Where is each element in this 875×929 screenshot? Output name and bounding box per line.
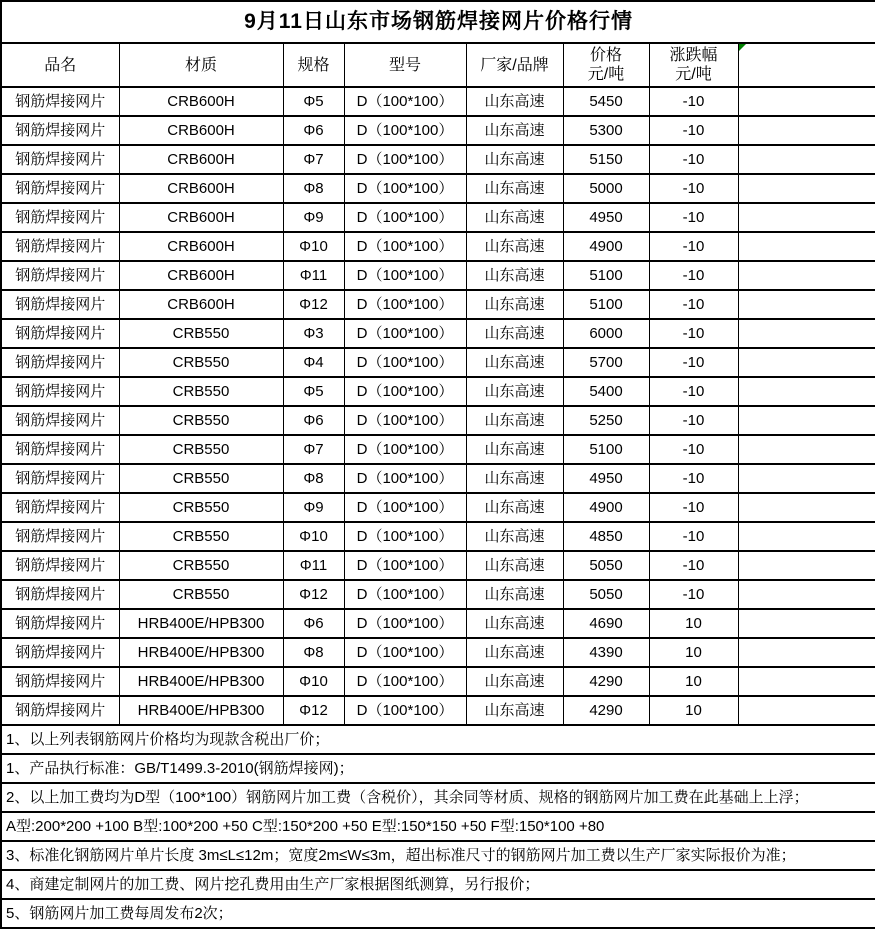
cell-price: 5100 bbox=[563, 261, 649, 290]
cell-change: -10 bbox=[649, 87, 738, 116]
table-row bbox=[1, 174, 875, 203]
cell-model: D（100*100） bbox=[344, 348, 466, 377]
cell-change: -10 bbox=[649, 580, 738, 609]
cell-model: D（100*100） bbox=[344, 522, 466, 551]
cell-price: 5000 bbox=[563, 174, 649, 203]
cell-model: D（100*100） bbox=[344, 406, 466, 435]
cell-material: CRB550 bbox=[119, 464, 283, 493]
cell-brand: 山东高速 bbox=[466, 493, 563, 522]
cell-price: 5100 bbox=[563, 435, 649, 464]
cell-product: 钢筋焊接网片 bbox=[1, 435, 119, 464]
cell-model: D（100*100） bbox=[344, 667, 466, 696]
cell-spec: Φ9 bbox=[283, 493, 344, 522]
cell-product: 钢筋焊接网片 bbox=[1, 638, 119, 667]
cell-product: 钢筋焊接网片 bbox=[1, 609, 119, 638]
cell-product: 钢筋焊接网片 bbox=[1, 377, 119, 406]
cell-model: D（100*100） bbox=[344, 145, 466, 174]
cell-change: -10 bbox=[649, 348, 738, 377]
cell-change: -10 bbox=[649, 551, 738, 580]
cell-blank bbox=[738, 377, 875, 406]
table-row bbox=[1, 203, 875, 232]
cell-model: D（100*100） bbox=[344, 377, 466, 406]
cell-material: CRB550 bbox=[119, 377, 283, 406]
cell-brand: 山东高速 bbox=[466, 638, 563, 667]
table-row bbox=[1, 348, 875, 377]
cell-material: CRB550 bbox=[119, 551, 283, 580]
table-row bbox=[1, 406, 875, 435]
table-row bbox=[1, 638, 875, 667]
cell-spec: Φ10 bbox=[283, 522, 344, 551]
cell-change: -10 bbox=[649, 406, 738, 435]
cell-price: 5400 bbox=[563, 377, 649, 406]
cell-blank bbox=[738, 87, 875, 116]
cell-change: -10 bbox=[649, 145, 738, 174]
cell-blank bbox=[738, 435, 875, 464]
cell-product: 钢筋焊接网片 bbox=[1, 145, 119, 174]
cell-material: CRB550 bbox=[119, 319, 283, 348]
cell-brand: 山东高速 bbox=[466, 435, 563, 464]
cell-price: 4690 bbox=[563, 609, 649, 638]
cell-price: 5700 bbox=[563, 348, 649, 377]
cell-spec: Φ5 bbox=[283, 377, 344, 406]
cell-material: CRB600H bbox=[119, 174, 283, 203]
note-text: 3、标准化钢筋网片单片长度 3m≤L≤12m；宽度2m≤W≤3m，超出标准尺寸的钢筋网片加工费以生产厂家实际报价为准； bbox=[1, 841, 875, 870]
cell-price: 5250 bbox=[563, 406, 649, 435]
cell-product: 钢筋焊接网片 bbox=[1, 261, 119, 290]
cell-error-marker-icon bbox=[739, 44, 746, 51]
table-row bbox=[1, 464, 875, 493]
cell-change: -10 bbox=[649, 493, 738, 522]
table-row bbox=[1, 551, 875, 580]
cell-material: CRB600H bbox=[119, 261, 283, 290]
cell-blank bbox=[738, 406, 875, 435]
cell-blank bbox=[738, 493, 875, 522]
cell-model: D（100*100） bbox=[344, 609, 466, 638]
cell-material: HRB400E/HPB300 bbox=[119, 667, 283, 696]
cell-product: 钢筋焊接网片 bbox=[1, 696, 119, 725]
cell-material: CRB600H bbox=[119, 232, 283, 261]
cell-blank bbox=[738, 232, 875, 261]
cell-change: 10 bbox=[649, 667, 738, 696]
cell-brand: 山东高速 bbox=[466, 174, 563, 203]
cell-material: HRB400E/HPB300 bbox=[119, 609, 283, 638]
table-row bbox=[1, 87, 875, 116]
cell-blank bbox=[738, 203, 875, 232]
table-row bbox=[1, 261, 875, 290]
cell-product: 钢筋焊接网片 bbox=[1, 319, 119, 348]
cell-material: CRB600H bbox=[119, 203, 283, 232]
cell-price: 5150 bbox=[563, 145, 649, 174]
cell-material: HRB400E/HPB300 bbox=[119, 696, 283, 725]
cell-spec: Φ6 bbox=[283, 609, 344, 638]
cell-brand: 山东高速 bbox=[466, 145, 563, 174]
notes-section bbox=[1, 725, 875, 928]
title-row bbox=[1, 1, 875, 43]
cell-change: -10 bbox=[649, 435, 738, 464]
col-header-change-unit: 元/吨 bbox=[675, 66, 712, 83]
cell-material: CRB600H bbox=[119, 87, 283, 116]
cell-model: D（100*100） bbox=[344, 203, 466, 232]
col-header-product: 品名 bbox=[1, 43, 119, 87]
cell-model: D（100*100） bbox=[344, 464, 466, 493]
note-text: 5、钢筋网片加工费每周发布2次； bbox=[1, 899, 875, 928]
cell-brand: 山东高速 bbox=[466, 377, 563, 406]
cell-brand: 山东高速 bbox=[466, 609, 563, 638]
note-row bbox=[1, 870, 875, 899]
cell-spec: Φ7 bbox=[283, 435, 344, 464]
table-row bbox=[1, 232, 875, 261]
cell-model: D（100*100） bbox=[344, 580, 466, 609]
cell-brand: 山东高速 bbox=[466, 464, 563, 493]
cell-spec: Φ6 bbox=[283, 406, 344, 435]
note-row bbox=[1, 725, 875, 754]
cell-price: 4390 bbox=[563, 638, 649, 667]
cell-model: D（100*100） bbox=[344, 435, 466, 464]
cell-blank bbox=[738, 174, 875, 203]
cell-blank bbox=[738, 145, 875, 174]
cell-brand: 山东高速 bbox=[466, 87, 563, 116]
cell-model: D（100*100） bbox=[344, 638, 466, 667]
col-header-price-unit: 元/吨 bbox=[587, 66, 625, 83]
cell-blank bbox=[738, 348, 875, 377]
cell-change: -10 bbox=[649, 116, 738, 145]
col-header-price-label: 价格 bbox=[589, 47, 622, 64]
cell-model: D（100*100） bbox=[344, 87, 466, 116]
cell-price: 5450 bbox=[563, 87, 649, 116]
cell-spec: Φ12 bbox=[283, 580, 344, 609]
cell-spec: Φ4 bbox=[283, 348, 344, 377]
cell-price: 5100 bbox=[563, 290, 649, 319]
cell-change: -10 bbox=[649, 174, 738, 203]
page-title: 9月11日山东市场钢筋焊接网片价格行情 bbox=[1, 1, 875, 43]
cell-product: 钢筋焊接网片 bbox=[1, 580, 119, 609]
cell-product: 钢筋焊接网片 bbox=[1, 348, 119, 377]
table-row bbox=[1, 493, 875, 522]
cell-change: -10 bbox=[649, 232, 738, 261]
table-row bbox=[1, 319, 875, 348]
cell-spec: Φ8 bbox=[283, 174, 344, 203]
cell-change: -10 bbox=[649, 319, 738, 348]
cell-brand: 山东高速 bbox=[466, 290, 563, 319]
cell-blank bbox=[738, 116, 875, 145]
cell-price: 5050 bbox=[563, 580, 649, 609]
cell-material: CRB550 bbox=[119, 580, 283, 609]
table-row bbox=[1, 290, 875, 319]
cell-price: 5050 bbox=[563, 551, 649, 580]
cell-brand: 山东高速 bbox=[466, 522, 563, 551]
cell-blank bbox=[738, 667, 875, 696]
cell-product: 钢筋焊接网片 bbox=[1, 493, 119, 522]
cell-spec: Φ9 bbox=[283, 203, 344, 232]
col-header-model: 型号 bbox=[344, 43, 466, 87]
cell-model: D（100*100） bbox=[344, 232, 466, 261]
cell-price: 4900 bbox=[563, 232, 649, 261]
table-row bbox=[1, 435, 875, 464]
table-row bbox=[1, 145, 875, 174]
col-header-brand: 厂家/品牌 bbox=[466, 43, 563, 87]
cell-price: 4290 bbox=[563, 696, 649, 725]
cell-blank bbox=[738, 522, 875, 551]
cell-brand: 山东高速 bbox=[466, 580, 563, 609]
note-text: A型:200*200 +100 B型:100*200 +50 C型:150*200 +50 E型:150*150 +50 F型:150*100 +80 bbox=[1, 812, 875, 841]
cell-brand: 山东高速 bbox=[466, 232, 563, 261]
table-row bbox=[1, 609, 875, 638]
cell-spec: Φ10 bbox=[283, 232, 344, 261]
cell-brand: 山东高速 bbox=[466, 348, 563, 377]
cell-product: 钢筋焊接网片 bbox=[1, 406, 119, 435]
cell-material: CRB550 bbox=[119, 493, 283, 522]
cell-product: 钢筋焊接网片 bbox=[1, 203, 119, 232]
cell-model: D（100*100） bbox=[344, 261, 466, 290]
col-header-material: 材质 bbox=[119, 43, 283, 87]
cell-brand: 山东高速 bbox=[466, 319, 563, 348]
cell-blank bbox=[738, 261, 875, 290]
cell-product: 钢筋焊接网片 bbox=[1, 522, 119, 551]
cell-change: 10 bbox=[649, 696, 738, 725]
cell-change: 10 bbox=[649, 609, 738, 638]
cell-blank bbox=[738, 290, 875, 319]
cell-spec: Φ10 bbox=[283, 667, 344, 696]
cell-material: CRB600H bbox=[119, 290, 283, 319]
cell-change: -10 bbox=[649, 290, 738, 319]
header-row bbox=[1, 43, 875, 87]
cell-price: 4950 bbox=[563, 203, 649, 232]
col-header-blank bbox=[738, 43, 875, 87]
cell-product: 钢筋焊接网片 bbox=[1, 87, 119, 116]
cell-blank bbox=[738, 464, 875, 493]
note-text: 4、商建定制网片的加工费、网片挖孔费用由生产厂家根据图纸测算，另行报价； bbox=[1, 870, 875, 899]
col-header-change-label: 涨跌幅 bbox=[669, 47, 718, 64]
cell-change: 10 bbox=[649, 638, 738, 667]
cell-product: 钢筋焊接网片 bbox=[1, 174, 119, 203]
cell-price: 4950 bbox=[563, 464, 649, 493]
cell-change: -10 bbox=[649, 261, 738, 290]
cell-blank bbox=[738, 551, 875, 580]
note-row bbox=[1, 899, 875, 928]
cell-blank bbox=[738, 319, 875, 348]
cell-spec: Φ8 bbox=[283, 638, 344, 667]
cell-brand: 山东高速 bbox=[466, 406, 563, 435]
table-row bbox=[1, 377, 875, 406]
cell-spec: Φ12 bbox=[283, 696, 344, 725]
cell-model: D（100*100） bbox=[344, 493, 466, 522]
cell-material: CRB550 bbox=[119, 522, 283, 551]
note-row bbox=[1, 841, 875, 870]
cell-material: CRB600H bbox=[119, 116, 283, 145]
cell-spec: Φ5 bbox=[283, 87, 344, 116]
table-row bbox=[1, 580, 875, 609]
note-text: 2、以上加工费均为D型（100*100）钢筋网片加工费（含税价），其余同等材质、规格的钢筋网片加工费在此基础上上浮； bbox=[1, 783, 875, 812]
col-header-change bbox=[649, 43, 738, 87]
cell-brand: 山东高速 bbox=[466, 116, 563, 145]
table-body bbox=[1, 87, 875, 725]
cell-material: CRB550 bbox=[119, 435, 283, 464]
table-row bbox=[1, 522, 875, 551]
cell-product: 钢筋焊接网片 bbox=[1, 551, 119, 580]
cell-product: 钢筋焊接网片 bbox=[1, 116, 119, 145]
note-text: 1、产品执行标准：GB/T1499.3-2010(钢筋焊接网)； bbox=[1, 754, 875, 783]
cell-model: D（100*100） bbox=[344, 174, 466, 203]
cell-product: 钢筋焊接网片 bbox=[1, 667, 119, 696]
cell-brand: 山东高速 bbox=[466, 551, 563, 580]
col-header-price bbox=[563, 43, 649, 87]
table-row bbox=[1, 667, 875, 696]
cell-price: 5300 bbox=[563, 116, 649, 145]
cell-spec: Φ6 bbox=[283, 116, 344, 145]
cell-price: 4900 bbox=[563, 493, 649, 522]
cell-spec: Φ11 bbox=[283, 551, 344, 580]
cell-model: D（100*100） bbox=[344, 551, 466, 580]
cell-model: D（100*100） bbox=[344, 116, 466, 145]
cell-product: 钢筋焊接网片 bbox=[1, 464, 119, 493]
cell-brand: 山东高速 bbox=[466, 203, 563, 232]
cell-blank bbox=[738, 609, 875, 638]
cell-price: 4850 bbox=[563, 522, 649, 551]
cell-brand: 山东高速 bbox=[466, 261, 563, 290]
table-row bbox=[1, 696, 875, 725]
cell-brand: 山东高速 bbox=[466, 667, 563, 696]
cell-material: HRB400E/HPB300 bbox=[119, 638, 283, 667]
cell-material: CRB600H bbox=[119, 145, 283, 174]
cell-model: D（100*100） bbox=[344, 696, 466, 725]
cell-change: -10 bbox=[649, 203, 738, 232]
cell-price: 4290 bbox=[563, 667, 649, 696]
cell-spec: Φ3 bbox=[283, 319, 344, 348]
cell-spec: Φ7 bbox=[283, 145, 344, 174]
cell-change: -10 bbox=[649, 522, 738, 551]
cell-blank bbox=[738, 580, 875, 609]
cell-blank bbox=[738, 696, 875, 725]
col-header-spec: 规格 bbox=[283, 43, 344, 87]
cell-model: D（100*100） bbox=[344, 290, 466, 319]
cell-blank bbox=[738, 638, 875, 667]
cell-change: -10 bbox=[649, 377, 738, 406]
cell-product: 钢筋焊接网片 bbox=[1, 232, 119, 261]
note-row bbox=[1, 812, 875, 841]
cell-brand: 山东高速 bbox=[466, 696, 563, 725]
cell-price: 6000 bbox=[563, 319, 649, 348]
cell-spec: Φ12 bbox=[283, 290, 344, 319]
note-text: 1、以上列表钢筋网片价格均为现款含税出厂价； bbox=[1, 725, 875, 754]
cell-spec: Φ11 bbox=[283, 261, 344, 290]
cell-material: CRB550 bbox=[119, 406, 283, 435]
cell-material: CRB550 bbox=[119, 348, 283, 377]
note-row bbox=[1, 783, 875, 812]
cell-spec: Φ8 bbox=[283, 464, 344, 493]
cell-model: D（100*100） bbox=[344, 319, 466, 348]
table-row bbox=[1, 116, 875, 145]
cell-product: 钢筋焊接网片 bbox=[1, 290, 119, 319]
cell-change: -10 bbox=[649, 464, 738, 493]
note-row bbox=[1, 754, 875, 783]
